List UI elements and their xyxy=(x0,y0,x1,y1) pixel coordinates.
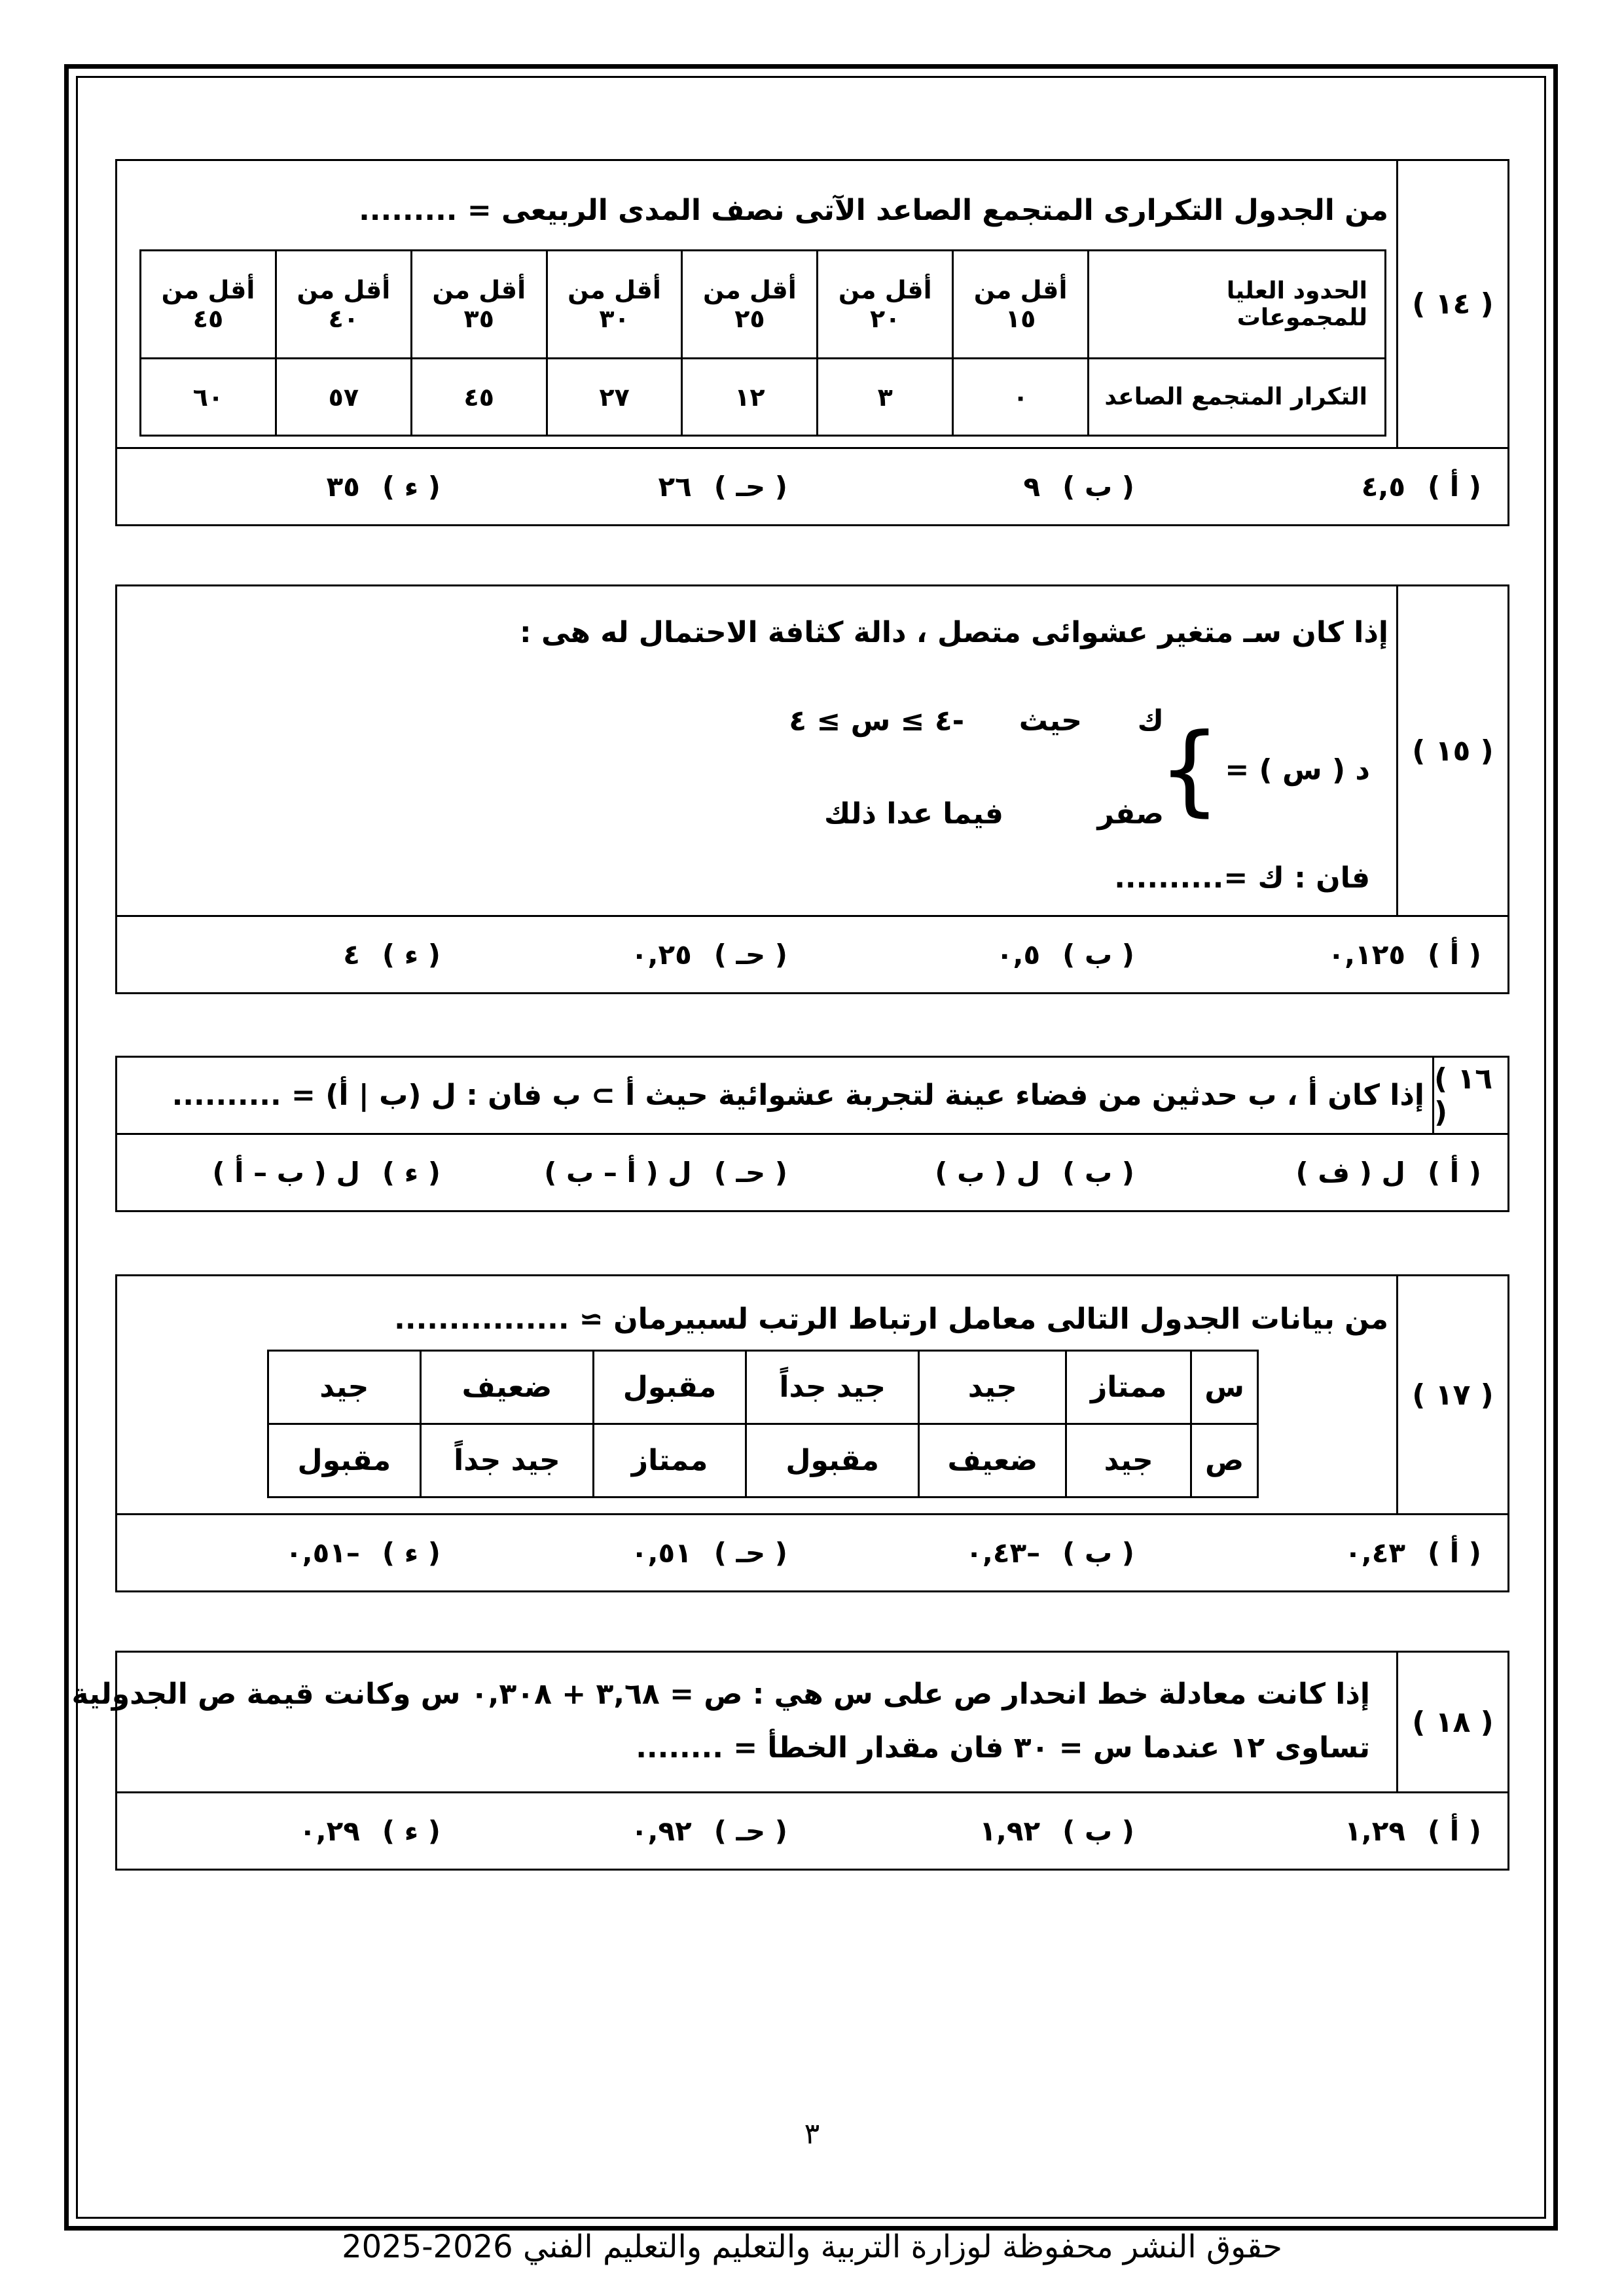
copyright-footer: حقوق النشر محفوظة لوزارة التربية والتعليم والتعليم الفني 2026-2025 xyxy=(342,2229,1282,2265)
option-a[interactable]: ( أ ) ٤,٥ xyxy=(1361,471,1481,503)
table-cell: جيد جداً xyxy=(746,1351,919,1424)
option-c[interactable]: ( حـ ) ٠,٥١ xyxy=(630,1537,787,1569)
table-cell: جيد xyxy=(268,1351,421,1424)
table-cell: جيد xyxy=(1066,1424,1191,1498)
case-1-value: ك xyxy=(1137,704,1164,738)
table-cell: أقل من ٣٥ xyxy=(411,251,547,359)
table-cell: أقل من ٣٠ xyxy=(547,251,682,359)
option-b[interactable]: ( ب ) ٠,٥ xyxy=(996,939,1134,971)
table-cell: ٠ xyxy=(953,359,1089,436)
option-b[interactable]: ( ب ) –٠,٤٣ xyxy=(965,1537,1134,1569)
table-cell: أقل من ٤٥ xyxy=(141,251,276,359)
answer-options xyxy=(117,449,1507,524)
question-18 xyxy=(71,1651,1509,1871)
table-cell: أقل من ٢٠ xyxy=(818,251,953,359)
question-number: ( ١٦ ) xyxy=(1432,1058,1507,1133)
answer-options xyxy=(117,1793,1507,1869)
option-c[interactable]: ( حـ ) ٠,٩٢ xyxy=(630,1815,787,1847)
table-cell: ٤٥ xyxy=(411,359,547,436)
option-c[interactable]: ( حـ ) ٢٦ xyxy=(658,471,787,503)
case-1-condition: -٤ ≥ س ≥ ٤ xyxy=(789,704,964,738)
table-cell: أقل من ٤٠ xyxy=(276,251,411,359)
question-15 xyxy=(115,584,1509,994)
answer-options xyxy=(117,1515,1507,1590)
option-a[interactable]: ( أ ) ١,٢٩ xyxy=(1344,1815,1481,1847)
table-cell: ٣ xyxy=(818,359,953,436)
question-text-line-1: إذا كانت معادلة خط انحدار ص على س هي : ص = ٣,٦٨ + ٠,٣٠٨ س وكانت قيمة ص الجدولية xyxy=(71,1677,1370,1711)
option-d[interactable]: ( ء ) ٠,٢٩ xyxy=(299,1815,441,1847)
question-text-line-2: تساوى ١٢ عندما س = ٣٠ فان مقدار الخطأ = ........ xyxy=(636,1731,1370,1765)
option-b[interactable]: ( ب ) ل ( ب ) xyxy=(935,1157,1134,1189)
case-2-value: صفر xyxy=(1097,797,1164,831)
table-cell: جيد جداً xyxy=(420,1424,594,1498)
cumulative-frequency-table xyxy=(139,249,1386,437)
y-label-cell: ص xyxy=(1191,1424,1258,1498)
page-number: ٣ xyxy=(804,2117,820,2151)
option-d[interactable]: ( ء ) ٤ xyxy=(343,939,441,971)
question-16 xyxy=(115,1056,1509,1212)
table-cell: ١٢ xyxy=(682,359,818,436)
question-text: إذا كان سـ متغير عشوائى متصل ، دالة كثافة الاحتمال له هى : xyxy=(520,616,1388,649)
table-cell: مقبول xyxy=(746,1424,919,1498)
question-14 xyxy=(115,159,1509,526)
option-d[interactable]: ( ء ) –٠,٥١ xyxy=(285,1537,441,1569)
table-cell: ٢٧ xyxy=(547,359,682,436)
function-label: د ( س ) = xyxy=(1225,753,1370,787)
option-c[interactable]: ( حـ ) ل ( أ – ب ) xyxy=(544,1157,787,1189)
table-header-cell: الحدود العليا للمجموعات xyxy=(1089,251,1386,359)
x-label-cell: س xyxy=(1191,1351,1258,1424)
case-2-condition: فيما عدا ذلك xyxy=(823,797,1003,831)
question-number: ( ١٥ ) xyxy=(1396,586,1507,915)
spearman-table xyxy=(267,1350,1259,1498)
table-cell: جيد xyxy=(919,1351,1066,1424)
option-a[interactable]: ( أ ) ل ( ف ) xyxy=(1295,1157,1481,1189)
question-17 xyxy=(115,1274,1509,1592)
option-c[interactable]: ( حـ ) ٠,٢٥ xyxy=(630,939,787,971)
piecewise-brace: } xyxy=(1158,713,1221,827)
answer-options xyxy=(117,917,1507,992)
option-d[interactable]: ( ء ) ل ( ب – أ ) xyxy=(212,1157,441,1189)
option-b[interactable]: ( ب ) ٩ xyxy=(1023,471,1134,503)
option-a[interactable]: ( أ ) ٠,١٢٥ xyxy=(1327,939,1481,971)
question-text: من بيانات الجدول التالى معامل ارتباط الرتب لسبيرمان ≃ ................ xyxy=(394,1302,1388,1336)
question-text: إذا كان أ ، ب حدثين من فضاء عينة لتجربة عشوائية حيث أ ⊃ ب فان : ل (ب | أ) = .......... xyxy=(171,1079,1424,1112)
answer-options xyxy=(117,1135,1507,1210)
table-cell: مقبول xyxy=(594,1351,746,1424)
table-cell: ٥٧ xyxy=(276,359,411,436)
question-number: ( ١٨ ) xyxy=(1396,1653,1507,1791)
option-a[interactable]: ( أ ) ٠,٤٣ xyxy=(1344,1537,1481,1569)
table-cell: ضعيف xyxy=(919,1424,1066,1498)
question-number: ( ١٤ ) xyxy=(1396,161,1507,447)
question-ask: فان : ك =.......... xyxy=(1114,861,1370,895)
table-cell: أقل من ١٥ xyxy=(953,251,1089,359)
question-number: ( ١٧ ) xyxy=(1396,1276,1507,1513)
table-cell: مقبول xyxy=(268,1424,421,1498)
option-d[interactable]: ( ء ) ٣٥ xyxy=(326,471,441,503)
table-cell: أقل من ٢٥ xyxy=(682,251,818,359)
case-1-where: حيث xyxy=(1019,704,1082,738)
option-b[interactable]: ( ب ) ١,٩٢ xyxy=(979,1815,1134,1847)
question-text: من الجدول التكرارى المتجمع الصاعد الآتى نصف المدى الربيعى = ......... xyxy=(359,194,1388,227)
table-cell: ممتاز xyxy=(1066,1351,1191,1424)
table-row-label: التكرار المتجمع الصاعد xyxy=(1089,359,1386,436)
table-cell: ممتاز xyxy=(594,1424,746,1498)
table-cell: ضعيف xyxy=(420,1351,594,1424)
table-cell: ٦٠ xyxy=(141,359,276,436)
